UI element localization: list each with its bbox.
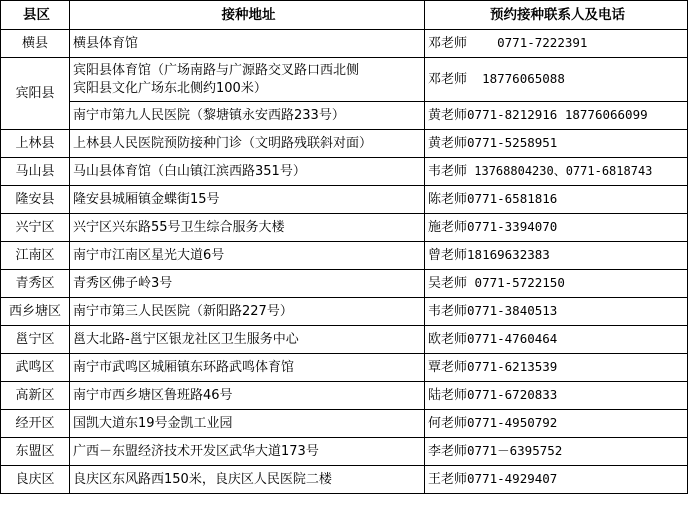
address-cell: 南宁市西乡塘区鲁班路46号 [70,382,425,410]
address-cell: 马山县体育馆（白山镇江滨西路351号） [70,158,425,186]
contact-phone: 0771-7222391 [467,35,588,50]
table-row [1,30,688,58]
address-cell: 上林县人民医院预防接种门诊（文明路残联斜对面） [70,130,425,158]
contact-name: 吴老师 [428,276,468,291]
contact-phone: 0771-5722150 [467,275,565,290]
address-cell: 隆安县城厢镇金蝶街15号 [70,186,425,214]
county-cell: 马山县 [1,158,70,186]
table-row [1,466,688,494]
county-cell: 良庆区 [1,466,70,494]
county-cell: 横县 [1,30,70,58]
contact-cell [425,58,688,102]
address-cell: 广西－东盟经济技术开发区武华大道173号 [70,438,425,466]
contact-name: 王老师 [428,472,468,487]
table-row [1,58,688,102]
address-cell: 青秀区佛子岭3号 [70,270,425,298]
contact-name: 黄老师 [428,136,468,151]
contact-phone: 0771-3840513 [467,303,558,318]
address-cell [70,58,425,102]
address-cell: 南宁市武鸣区城厢镇东环路武鸣体育馆 [70,354,425,382]
contact-phone: 0771-5258951 [467,135,558,150]
table-row [1,186,688,214]
county-cell: 隆安县 [1,186,70,214]
contact-phone: 0771-3394070 [467,219,558,234]
table-row [1,438,688,466]
contact-phone: 18169632383 [467,247,550,262]
contact-cell [425,382,688,410]
contact-phone: 0771-4929407 [467,471,558,486]
contact-cell [425,298,688,326]
table-row [1,326,688,354]
contact-phone: 18776065088 [467,71,565,86]
address-line: 宾阳县体育馆（广场南路与广源路交叉路口西北侧 [73,62,360,78]
contact-phone: 13768804230、0771-6818743 [467,164,653,178]
county-cell: 西乡塘区 [1,298,70,326]
address-cell: 兴宁区兴东路55号卫生综合服务大楼 [70,214,425,242]
county-cell: 青秀区 [1,270,70,298]
contact-name: 陆老师 [428,388,468,403]
address-cell: 南宁市江南区星光大道6号 [70,242,425,270]
table-row [1,130,688,158]
header-row [1,1,688,30]
contact-cell [425,214,688,242]
table-row [1,214,688,242]
table-row [1,242,688,270]
county-cell: 江南区 [1,242,70,270]
contact-name: 何老师 [428,416,468,431]
address-cell: 南宁市第三人民医院（新阳路227号） [70,298,425,326]
table-row [1,270,688,298]
county-cell: 兴宁区 [1,214,70,242]
contact-name: 覃老师 [428,360,468,375]
address-cell: 良庆区东风路西150米，良庆区人民医院二楼 [70,466,425,494]
contact-cell [425,30,688,58]
address-line: 宾阳县文化广场东北侧约100米） [73,80,267,96]
county-cell: 武鸣区 [1,354,70,382]
contact-cell [425,326,688,354]
contact-phone: 0771-6720833 [467,387,558,402]
county-cell: 高新区 [1,382,70,410]
contact-cell [425,158,688,186]
county-cell: 东盟区 [1,438,70,466]
contact-phone: 0771-8212916 18776066099 [467,107,648,122]
contact-name: 邓老师 [428,72,468,87]
contact-name: 黄老师 [428,108,468,123]
table-row [1,158,688,186]
contact-cell [425,410,688,438]
contact-cell [425,438,688,466]
address-cell: 邕大北路-邕宁区银龙社区卫生服务中心 [70,326,425,354]
county-cell: 上林县 [1,130,70,158]
contact-name: 施老师 [428,220,468,235]
address-cell: 南宁市第九人民医院（黎塘镇永安西路233号） [70,102,425,130]
contact-cell [425,186,688,214]
contact-phone: 0771-4950792 [467,415,558,430]
header-address: 接种地址 [70,1,425,30]
contact-name: 韦老师 [428,304,468,319]
contact-name: 陈老师 [428,192,468,207]
contact-cell [425,130,688,158]
table-row [1,382,688,410]
contact-phone: 0771-4760464 [467,331,558,346]
contact-cell [425,466,688,494]
contact-name: 欧老师 [428,332,468,347]
table-row [1,298,688,326]
contact-cell [425,102,688,130]
header-county: 县区 [1,1,70,30]
contact-cell [425,270,688,298]
county-cell: 宾阳县 [1,58,70,130]
header-contact: 预约接种联系人及电话 [425,1,688,30]
address-cell: 国凯大道东19号金凯工业园 [70,410,425,438]
contact-cell [425,242,688,270]
contact-phone: 0771-6581816 [467,191,558,206]
contact-phone: 0771-6213539 [467,359,558,374]
contact-cell [425,354,688,382]
county-cell: 经开区 [1,410,70,438]
table-row [1,102,688,130]
contact-name: 曾老师 [428,248,468,263]
contact-phone: 0771－6395752 [467,443,563,458]
address-cell: 横县体育馆 [70,30,425,58]
county-cell: 邕宁区 [1,326,70,354]
table-row [1,354,688,382]
contact-name: 邓老师 [428,36,468,51]
table-row [1,410,688,438]
contact-name: 韦老师 [428,164,468,179]
contact-name: 李老师 [428,444,468,459]
